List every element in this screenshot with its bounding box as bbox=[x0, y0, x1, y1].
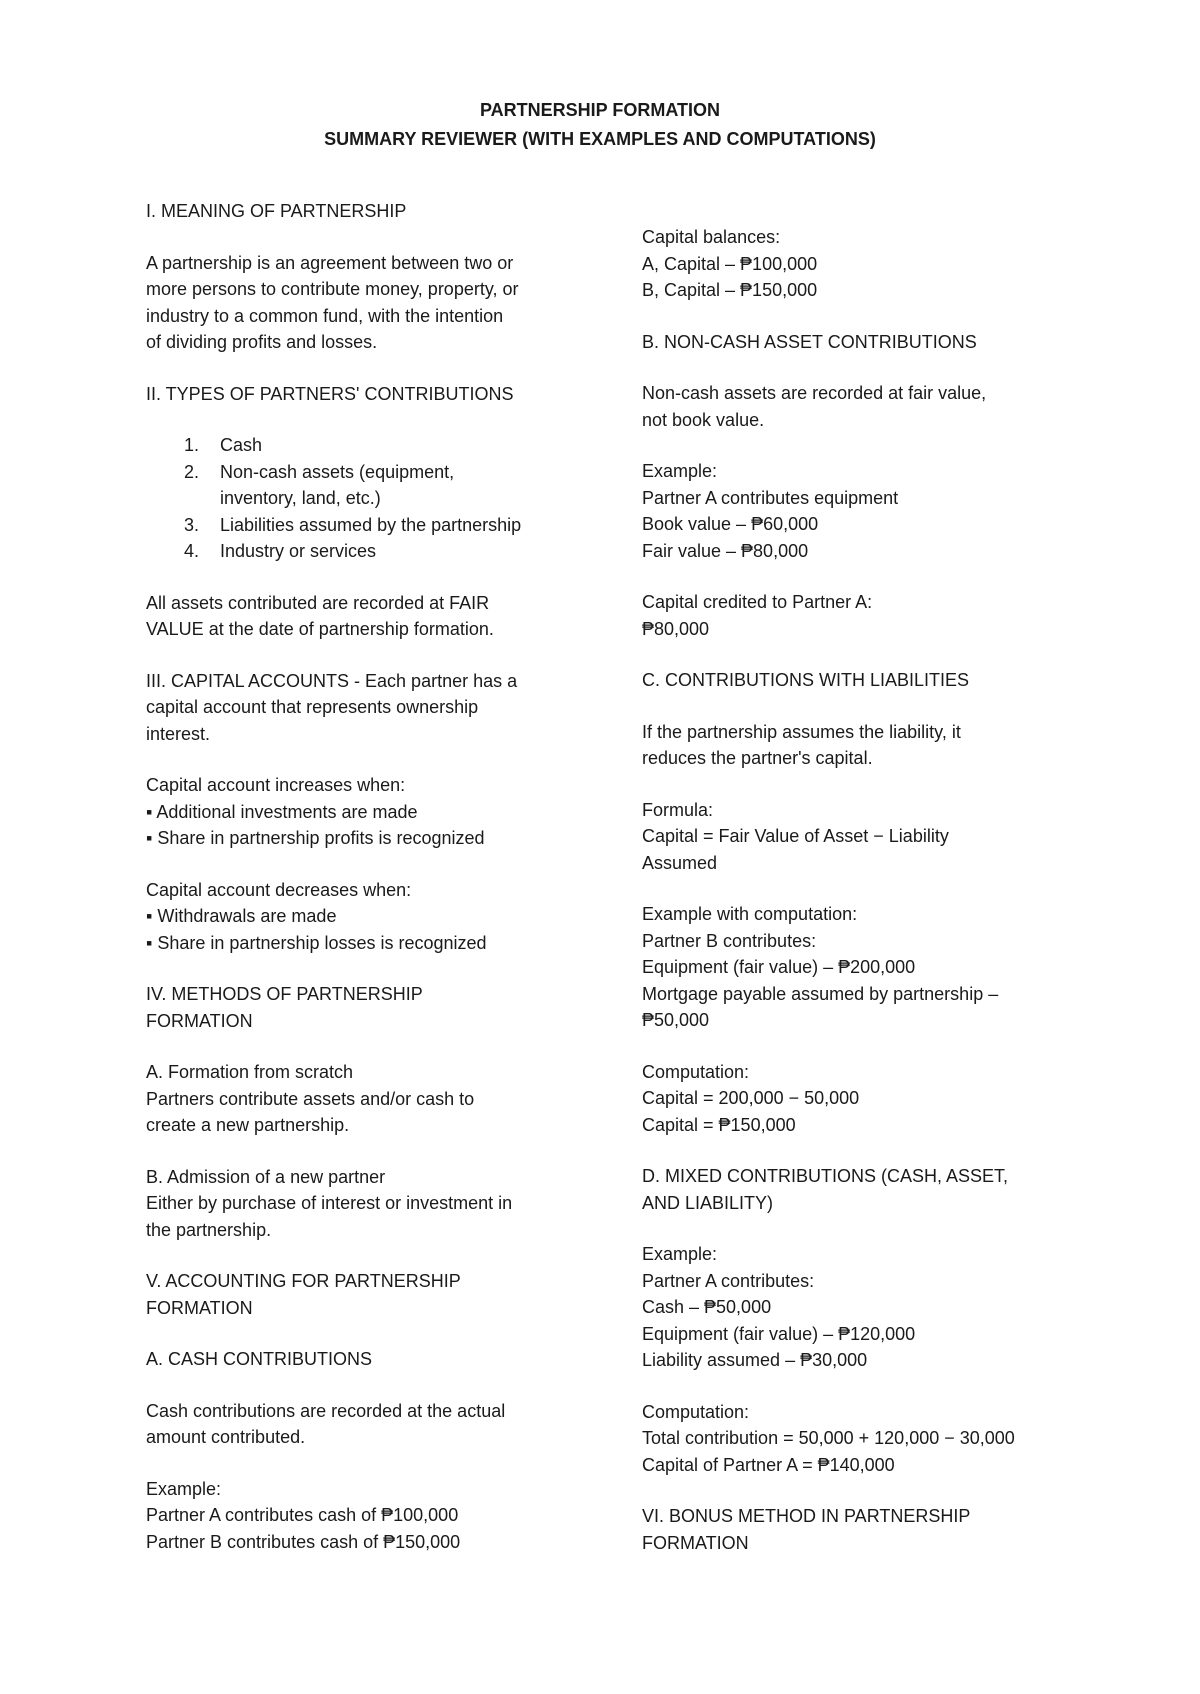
section-heading: FORMATION bbox=[642, 1532, 749, 1553]
subsection-heading: C. CONTRIBUTIONS WITH LIABILITIES bbox=[642, 670, 970, 690]
subsection-heading: AND LIABILITY) bbox=[642, 1192, 774, 1213]
paragraph-line: Equipment (fair value) – ₱200,000 bbox=[642, 957, 916, 977]
paragraph-line: If the partnership assumes the liability, it bbox=[642, 721, 961, 742]
paragraph-line: Cash – ₱50,000 bbox=[642, 1297, 772, 1317]
paragraph-line: Computation: bbox=[642, 1061, 750, 1082]
paragraph-line: Capital balances: bbox=[642, 227, 781, 247]
section-heading: II. TYPES OF PARTNERS' CONTRIBUTIONS bbox=[146, 383, 514, 404]
list-item bbox=[146, 538, 586, 565]
paragraph-line: not book value. bbox=[642, 409, 765, 430]
list-number: 1. bbox=[184, 435, 200, 455]
paragraph-line: Liability assumed – ₱30,000 bbox=[642, 1350, 868, 1370]
paragraph-line: Partners contribute assets and/or cash to bbox=[146, 1088, 475, 1109]
paragraph-line: amount contributed. bbox=[146, 1427, 306, 1447]
paragraph-line: Assumed bbox=[642, 852, 718, 873]
paragraph-line: of dividing profits and losses. bbox=[146, 332, 378, 352]
list-item-text: inventory, land, etc.) bbox=[220, 488, 381, 508]
paragraph-line: Fair value – ₱80,000 bbox=[642, 540, 809, 561]
paragraph-line: Capital = 200,000 − 50,000 bbox=[642, 1088, 860, 1108]
section-heading: FORMATION bbox=[146, 1297, 253, 1318]
section-heading: V. ACCOUNTING FOR PARTNERSHIP bbox=[146, 1271, 461, 1291]
right-column bbox=[642, 224, 1082, 1556]
paragraph-line: Total contribution = 50,000 + 120,000 − 30,000 bbox=[642, 1428, 1015, 1448]
paragraph-line: Non-cash assets are recorded at fair value, bbox=[642, 383, 987, 403]
paragraph-line: Partner B contributes cash of ₱150,000 bbox=[146, 1531, 461, 1552]
section-heading: interest. bbox=[146, 723, 211, 744]
list-number: 4. bbox=[184, 541, 200, 561]
paragraph-line: Book value – ₱60,000 bbox=[642, 514, 819, 534]
contribution-types-list bbox=[146, 432, 586, 565]
paragraph-line: Partner B contributes: bbox=[642, 930, 817, 951]
subsection-heading: B. Admission of a new partner bbox=[146, 1166, 386, 1187]
paragraph-line: reduces the partner's capital. bbox=[642, 748, 873, 768]
bullet-line: ▪ Share in partnership losses is recognized bbox=[146, 932, 487, 953]
paragraph-line: Capital credited to Partner A: bbox=[642, 592, 873, 612]
paragraph-line: Example: bbox=[146, 1478, 222, 1499]
bullet-line: ▪ Additional investments are made bbox=[146, 801, 418, 822]
paragraph-line: Capital of Partner A = ₱140,000 bbox=[642, 1454, 895, 1475]
paragraph-line: Either by purchase of interest or investment in bbox=[146, 1193, 513, 1213]
paragraph-line: the partnership. bbox=[146, 1219, 272, 1240]
section-heading: III. CAPITAL ACCOUNTS - Each partner has a bbox=[146, 670, 518, 691]
list-number: 3. bbox=[184, 514, 200, 535]
list-item-text: Industry or services bbox=[220, 541, 377, 561]
list-number: 2. bbox=[184, 461, 200, 482]
section-heading: IV. METHODS OF PARTNERSHIP bbox=[146, 984, 423, 1004]
paragraph-line: VALUE at the date of partnership formation. bbox=[146, 619, 494, 639]
paragraph-line: A, Capital – ₱100,000 bbox=[642, 253, 818, 274]
paragraph-line: ₱50,000 bbox=[642, 1010, 710, 1030]
list-item-text: Non-cash assets (equipment, bbox=[220, 461, 455, 482]
paragraph-line: B, Capital – ₱150,000 bbox=[642, 280, 818, 300]
paragraph-line: create a new partnership. bbox=[146, 1115, 350, 1135]
paragraph-line: Example with computation: bbox=[642, 904, 858, 924]
list-item-text: Cash bbox=[220, 435, 263, 455]
paragraph-line: Example: bbox=[642, 461, 718, 481]
paragraph-line: Cash contributions are recorded at the actual bbox=[146, 1400, 506, 1421]
list-item bbox=[146, 432, 586, 459]
subsection-heading: B. NON-CASH ASSET CONTRIBUTIONS bbox=[642, 331, 977, 352]
paragraph-line: Computation: bbox=[642, 1401, 750, 1422]
document-title: PARTNERSHIP FORMATION bbox=[479, 100, 720, 120]
paragraph-line: Capital account increases when: bbox=[146, 775, 406, 795]
paragraph-line: industry to a common fund, with the intention bbox=[146, 305, 504, 326]
bullet-line: ▪ Withdrawals are made bbox=[146, 906, 337, 926]
subsection-heading: A. CASH CONTRIBUTIONS bbox=[146, 1349, 373, 1369]
section-heading: VI. BONUS METHOD IN PARTNERSHIP bbox=[642, 1506, 971, 1526]
paragraph-line: All assets contributed are recorded at FAIR bbox=[146, 592, 490, 613]
paragraph-line: Partner A contributes equipment bbox=[642, 487, 899, 508]
section-heading: I. MEANING OF PARTNERSHIP bbox=[146, 201, 407, 221]
document-subtitle: SUMMARY REVIEWER (WITH EXAMPLES AND COMPUTATIONS) bbox=[324, 129, 876, 149]
paragraph-line: Capital account decreases when: bbox=[146, 879, 412, 900]
list-item bbox=[146, 512, 586, 539]
paragraph-line: Capital = Fair Value of Asset − Liability bbox=[642, 826, 949, 846]
document-header bbox=[0, 96, 1200, 154]
paragraph-line: Partner A contributes cash of ₱100,000 bbox=[146, 1505, 459, 1525]
paragraph-line: Formula: bbox=[642, 799, 714, 820]
bullet-line: ▪ Share in partnership profits is recognized bbox=[146, 828, 485, 848]
section-heading: FORMATION bbox=[146, 1010, 253, 1031]
left-column bbox=[146, 198, 586, 1555]
paragraph-line: Equipment (fair value) – ₱120,000 bbox=[642, 1323, 916, 1344]
paragraph-line: Mortgage payable assumed by partnership – bbox=[642, 983, 999, 1004]
list-item-text: Liabilities assumed by the partnership bbox=[220, 514, 522, 535]
paragraph-line: more persons to contribute money, property, or bbox=[146, 279, 519, 299]
paragraph-line: Partner A contributes: bbox=[642, 1270, 815, 1291]
paragraph-line: A partnership is an agreement between two or bbox=[146, 252, 514, 273]
section-heading: capital account that represents ownership bbox=[146, 697, 479, 717]
paragraph-line: Example: bbox=[642, 1244, 718, 1264]
paragraph-line: ₱80,000 bbox=[642, 618, 710, 639]
list-item bbox=[146, 459, 586, 512]
subsection-heading: D. MIXED CONTRIBUTIONS (CASH, ASSET, bbox=[642, 1166, 1009, 1186]
subsection-heading: A. Formation from scratch bbox=[146, 1062, 354, 1082]
paragraph-line: Capital = ₱150,000 bbox=[642, 1114, 796, 1135]
